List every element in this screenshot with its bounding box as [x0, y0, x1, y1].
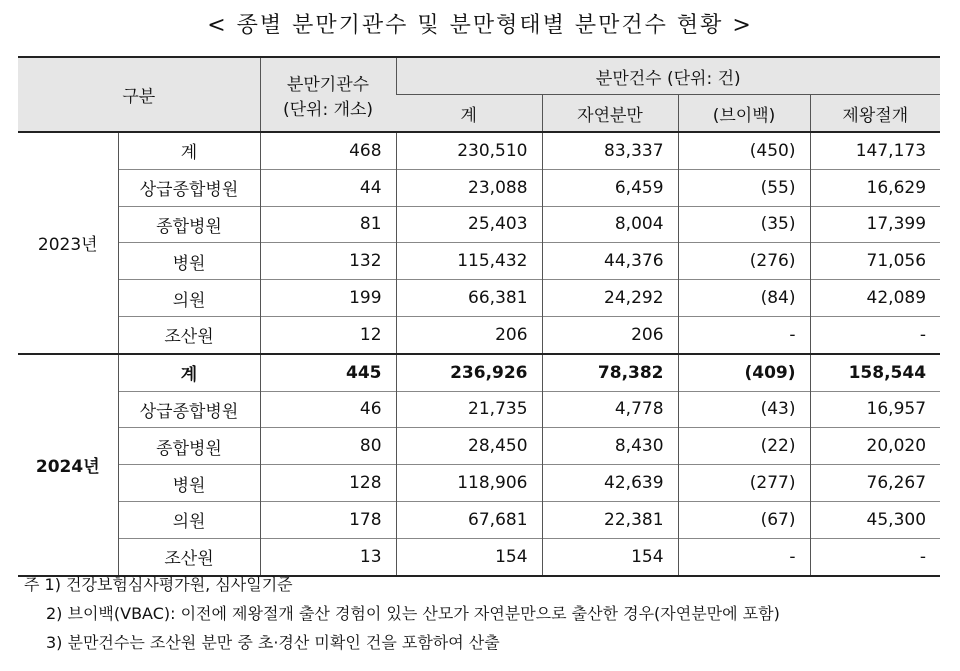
- total-cell: 25,403: [396, 206, 542, 243]
- header-vbac: (브이백): [678, 95, 810, 133]
- delivery-stats-table: [18, 56, 940, 577]
- institutions-cell: 46: [260, 391, 396, 428]
- footnote-1: 주 1) 건강보험심사평가원, 심사일기준: [24, 575, 293, 594]
- year-label: 2023년: [37, 235, 98, 256]
- year-label: 2024년: [18, 354, 118, 576]
- vbac-cell: (67): [678, 501, 810, 538]
- cesarean-cell: 20,020: [810, 428, 940, 465]
- table-row: [18, 280, 940, 317]
- group-2023: [18, 132, 940, 354]
- natural-cell: 22,381: [542, 501, 678, 538]
- total-cell: 23,088: [396, 169, 542, 206]
- group-2024: [18, 354, 940, 576]
- header-cesarean: 제왕절개: [810, 95, 940, 133]
- category-cell: 계: [118, 354, 260, 391]
- institutions-cell: 81: [260, 206, 396, 243]
- vbac-cell: (35): [678, 206, 810, 243]
- cesarean-cell: 16,629: [810, 169, 940, 206]
- vbac-cell: -: [678, 316, 810, 353]
- cesarean-cell: 76,267: [810, 465, 940, 502]
- total-cell: 154: [396, 538, 542, 575]
- total-cell: 28,450: [396, 428, 542, 465]
- vbac-cell: (409): [678, 354, 810, 391]
- table-row: [18, 428, 940, 465]
- natural-cell: 6,459: [542, 169, 678, 206]
- total-cell: 115,432: [396, 243, 542, 280]
- cesarean-cell: 42,089: [810, 280, 940, 317]
- cesarean-cell: 16,957: [810, 391, 940, 428]
- header-institutions: [260, 57, 396, 132]
- category-cell: 조산원: [118, 316, 260, 353]
- header-deliveries: 분만건수 (단위: 건): [396, 57, 940, 95]
- natural-cell: 44,376: [542, 243, 678, 280]
- table-row: [18, 465, 940, 502]
- cesarean-cell: 45,300: [810, 501, 940, 538]
- category-cell: 조산원: [118, 538, 260, 575]
- header-total: 계: [396, 95, 542, 133]
- institutions-cell: 13: [260, 538, 396, 575]
- footnote-3: 3) 분만건수는 조산원 분만 중 초·경산 미확인 건을 포함하여 산출: [46, 633, 500, 652]
- header-institutions-line2: (단위: 개소): [282, 99, 374, 120]
- institutions-cell: 445: [260, 354, 396, 391]
- table-row: [18, 169, 940, 206]
- natural-cell: 8,004: [542, 206, 678, 243]
- natural-cell: 154: [542, 538, 678, 575]
- category-cell: 병원: [118, 243, 260, 280]
- vbac-cell: (84): [678, 280, 810, 317]
- table-header: [18, 57, 940, 132]
- category-cell: 종합병원: [118, 428, 260, 465]
- natural-cell: 42,639: [542, 465, 678, 502]
- cesarean-cell: 71,056: [810, 243, 940, 280]
- table-row: [18, 132, 940, 169]
- page-title: < 종별 분만기관수 및 분만형태별 분만건수 현황 >: [207, 13, 753, 38]
- vbac-cell: (43): [678, 391, 810, 428]
- institutions-cell: 468: [260, 132, 396, 169]
- natural-cell: 78,382: [542, 354, 678, 391]
- category-cell: 병원: [118, 465, 260, 502]
- vbac-cell: (276): [678, 243, 810, 280]
- table-row: [18, 354, 940, 391]
- header-natural: 자연분만: [542, 95, 678, 133]
- cesarean-cell: 147,173: [810, 132, 940, 169]
- category-cell: 종합병원: [118, 206, 260, 243]
- natural-cell: 8,430: [542, 428, 678, 465]
- natural-cell: 83,337: [542, 132, 678, 169]
- total-cell: 66,381: [396, 280, 542, 317]
- institutions-cell: 132: [260, 243, 396, 280]
- natural-cell: 24,292: [542, 280, 678, 317]
- total-cell: 230,510: [396, 132, 542, 169]
- cesarean-cell: -: [810, 538, 940, 575]
- vbac-cell: (277): [678, 465, 810, 502]
- total-cell: 236,926: [396, 354, 542, 391]
- institutions-cell: 128: [260, 465, 396, 502]
- header-category: 구분: [18, 57, 260, 132]
- cesarean-cell: 158,544: [810, 354, 940, 391]
- total-cell: 67,681: [396, 501, 542, 538]
- total-cell: 21,735: [396, 391, 542, 428]
- vbac-cell: (22): [678, 428, 810, 465]
- natural-cell: 4,778: [542, 391, 678, 428]
- institutions-cell: 178: [260, 501, 396, 538]
- footnote-2: 2) 브이백(VBAC): 이전에 제왕절개 출산 경험이 있는 산모가 자연분만으로 출산한 경우(자연분만에 포함): [46, 604, 780, 623]
- institutions-cell: 12: [260, 316, 396, 353]
- institutions-cell: 80: [260, 428, 396, 465]
- category-cell: 의원: [118, 501, 260, 538]
- total-cell: 206: [396, 316, 542, 353]
- header-institutions-line1: 분만기관수: [286, 74, 370, 95]
- cesarean-cell: 17,399: [810, 206, 940, 243]
- vbac-cell: (55): [678, 169, 810, 206]
- institutions-cell: 199: [260, 280, 396, 317]
- vbac-cell: -: [678, 538, 810, 575]
- total-cell: 118,906: [396, 465, 542, 502]
- table-row: [18, 316, 940, 353]
- table-row: [18, 243, 940, 280]
- footnotes: [24, 570, 780, 657]
- institutions-cell: 44: [260, 169, 396, 206]
- natural-cell: 206: [542, 316, 678, 353]
- table-row: [18, 501, 940, 538]
- category-cell: 계: [118, 132, 260, 169]
- vbac-cell: (450): [678, 132, 810, 169]
- table-row: [18, 391, 940, 428]
- category-cell: 상급종합병원: [118, 169, 260, 206]
- category-cell: 의원: [118, 280, 260, 317]
- table-row: [18, 206, 940, 243]
- category-cell: 상급종합병원: [118, 391, 260, 428]
- cesarean-cell: -: [810, 316, 940, 353]
